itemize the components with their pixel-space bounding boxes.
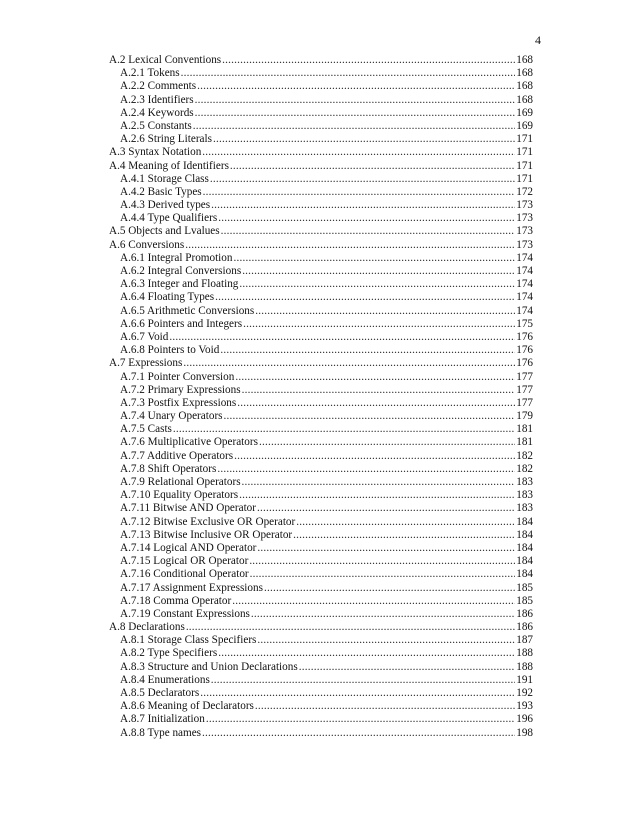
toc-entry-page: 184 (516, 541, 533, 554)
dot-leader (239, 489, 515, 502)
toc-entry-label: A.7.12 Bitwise Exclusive OR Operator (120, 515, 296, 528)
dot-leader (234, 450, 515, 463)
toc-entry-page: 174 (516, 278, 533, 291)
toc-subentry[interactable] (109, 727, 533, 740)
toc-entry-label: A.3 Syntax Notation (109, 146, 202, 159)
toc-entry-label: A.4.1 Storage Class (120, 172, 209, 185)
toc-entry-label: A.7.3 Postfix Expressions (120, 396, 237, 409)
toc-subentry[interactable] (109, 120, 533, 133)
toc-entry-label: A.6.8 Pointers to Void (120, 344, 220, 357)
toc-entry-label: A.7.5 Casts (120, 423, 172, 436)
toc-subentry[interactable] (109, 331, 533, 344)
toc-entry-label: A.4.3 Derived types (120, 199, 211, 212)
toc-subentry[interactable] (109, 186, 533, 199)
dot-leader (257, 502, 515, 515)
toc-subentry[interactable] (109, 582, 533, 595)
dot-leader (183, 357, 515, 370)
toc-entry-label: A.6.5 Arithmetic Conversions (120, 304, 255, 317)
toc-subentry[interactable] (109, 252, 533, 265)
toc-entry-label: A.7.17 Assignment Expressions (120, 581, 263, 594)
toc-entry-page: 176 (516, 357, 533, 370)
toc-subentry[interactable] (109, 489, 533, 502)
toc-entry-page: 173 (516, 212, 533, 225)
toc-entry-page: 183 (516, 489, 533, 502)
toc-entry-page: 182 (516, 449, 533, 462)
toc-entry-page: 168 (516, 67, 533, 80)
toc-entry-page: 184 (516, 568, 533, 581)
toc-entry-label: A.7.6 Multiplicative Operators (120, 436, 258, 449)
toc-entry-label: A.4.4 Type Qualifiers (120, 212, 218, 225)
toc-entry-page: 177 (516, 383, 533, 396)
toc-entry-page: 198 (516, 726, 533, 739)
toc-entry-page: 193 (516, 700, 533, 713)
toc-entry-label: A.5 Objects and Lvalues (109, 225, 220, 238)
toc-entry-page: 184 (516, 515, 533, 528)
toc-entry-page: 186 (516, 607, 533, 620)
toc-entry-page: 183 (516, 476, 533, 488)
toc-entry[interactable] (109, 54, 533, 67)
toc-subentry[interactable] (109, 344, 533, 357)
toc-entry-page: 177 (516, 396, 533, 409)
dot-leader (169, 331, 515, 344)
dot-leader (210, 173, 515, 186)
toc-entry-page: 181 (516, 423, 533, 436)
toc-subentry[interactable] (109, 410, 533, 423)
dot-leader (233, 252, 515, 265)
dot-leader (249, 555, 515, 568)
dot-leader (250, 568, 516, 581)
toc-entry[interactable] (109, 160, 533, 173)
toc-entry-page: 171 (516, 159, 533, 172)
toc-entry-page: 168 (516, 54, 533, 66)
toc-entry-label: A.6.3 Integer and Floating (120, 278, 239, 291)
dot-leader (221, 225, 516, 238)
toc-entry-label: A.2.3 Identifiers (120, 93, 194, 106)
dot-leader (296, 516, 515, 529)
dot-leader (218, 647, 515, 660)
dot-leader (185, 239, 515, 252)
toc-entry-label: A.2.1 Tokens (120, 67, 180, 80)
toc-entry-label: A.7.2 Primary Expressions (120, 383, 241, 396)
toc-subentry[interactable] (109, 450, 533, 463)
toc-subentry[interactable] (109, 212, 533, 225)
toc-entry-page: 191 (516, 673, 533, 686)
toc-entry-page: 187 (516, 634, 533, 647)
dot-leader (197, 80, 515, 93)
toc-subentry[interactable] (109, 687, 533, 700)
dot-leader (255, 305, 515, 318)
dot-leader (232, 595, 515, 608)
dot-leader (230, 160, 515, 173)
toc-entry-page: 192 (516, 687, 533, 699)
toc-entry-label: A.8 Declarations (109, 621, 185, 634)
toc-entry-page: 181 (516, 436, 533, 449)
toc-entry-label: A.7.13 Bitwise Inclusive OR Operator (120, 528, 293, 541)
toc-subentry[interactable] (109, 568, 533, 581)
toc-entry-label: A.6.4 Floating Types (120, 291, 215, 304)
toc-subentry[interactable] (109, 423, 533, 436)
toc-subentry[interactable] (109, 278, 533, 291)
dot-leader (257, 634, 515, 647)
toc-entry-page: 176 (516, 344, 533, 357)
toc-entry-label: A.6.6 Pointers and Integers (120, 317, 243, 330)
toc-subentry[interactable] (109, 595, 533, 608)
toc-entry-label: A.7.18 Comma Operator (120, 594, 232, 607)
dot-leader (293, 529, 515, 542)
toc-entry-label: A.2.4 Keywords (120, 106, 194, 119)
toc-entry-label: A.6.1 Integral Promotion (120, 251, 233, 264)
toc-entry-page: 175 (516, 317, 533, 330)
dot-leader (211, 674, 515, 687)
dot-leader (299, 661, 516, 674)
toc-entry-label: A.6 Conversions (109, 238, 185, 251)
toc-entry-label: A.6.2 Integral Conversions (120, 265, 242, 277)
toc-subentry[interactable] (109, 318, 533, 331)
toc-entry-label: A.8.7 Initialization (120, 713, 205, 726)
toc-entry-page: 177 (516, 370, 533, 383)
dot-leader (242, 265, 515, 278)
dot-leader (195, 94, 516, 107)
toc-subentry[interactable] (109, 305, 533, 318)
toc-entry-page: 184 (516, 555, 533, 568)
toc-subentry[interactable] (109, 700, 533, 713)
toc-entry-label: A.2.6 String Literals (120, 133, 212, 146)
dot-leader (181, 67, 516, 80)
toc-subentry[interactable] (109, 80, 533, 93)
toc-subentry[interactable] (109, 94, 533, 107)
toc-entry-label: A.7.7 Additive Operators (120, 449, 234, 462)
dot-leader (259, 436, 515, 449)
toc-subentry[interactable] (109, 634, 533, 647)
dot-leader (200, 687, 515, 700)
toc-entry-label: A.8.3 Structure and Union Declarations (120, 660, 298, 673)
dot-leader (220, 344, 515, 357)
dot-leader (193, 120, 515, 133)
toc-subentry[interactable] (109, 516, 533, 529)
toc-entry-page: 184 (516, 528, 533, 541)
toc-entry-page: 171 (516, 146, 533, 159)
dot-leader (186, 621, 515, 634)
toc-entry-label: A.7.1 Pointer Conversion (120, 370, 235, 383)
toc-subentry[interactable] (109, 608, 533, 621)
toc-entry-page: 176 (516, 330, 533, 343)
toc-entry[interactable] (109, 239, 533, 252)
toc-entry-label: A.7.8 Shift Operators (120, 462, 217, 475)
toc-entry-label: A.8.8 Type names (120, 726, 202, 739)
toc-entry-label: A.2.2 Comments (120, 80, 197, 93)
toc-entry-page: 168 (516, 93, 533, 106)
toc-subentry[interactable] (109, 173, 533, 186)
dot-leader (224, 410, 516, 423)
toc-subentry[interactable] (109, 67, 533, 80)
dot-leader (203, 186, 516, 199)
toc-entry-label: A.7.14 Logical AND Operator (120, 541, 257, 554)
toc-entry-page: 172 (516, 185, 533, 198)
toc-subentry[interactable] (109, 674, 533, 687)
toc-entry-page: 173 (516, 238, 533, 251)
dot-leader (264, 582, 515, 595)
dot-leader (242, 476, 516, 489)
toc-entry-page: 174 (516, 265, 533, 277)
toc-entry-page: 188 (516, 647, 533, 660)
dot-leader (217, 463, 515, 476)
toc-subentry[interactable] (109, 384, 533, 397)
dot-leader (218, 212, 515, 225)
toc-subentry[interactable] (109, 265, 533, 278)
toc-subentry[interactable] (109, 555, 533, 568)
toc-entry[interactable] (109, 146, 533, 159)
toc-subentry[interactable] (109, 502, 533, 515)
table-of-contents (109, 54, 533, 740)
toc-entry-page: 182 (516, 462, 533, 475)
toc-entry-page: 169 (516, 119, 533, 132)
toc-entry-page: 174 (516, 304, 533, 317)
toc-entry-label: A.2.5 Constants (120, 119, 192, 132)
toc-entry-label: A.7.4 Unary Operators (120, 410, 223, 423)
dot-leader (242, 384, 516, 397)
toc-subentry[interactable] (109, 661, 533, 674)
dot-leader (206, 713, 515, 726)
toc-subentry[interactable] (109, 647, 533, 660)
toc-entry-label: A.4 Meaning of Identifiers (109, 159, 229, 172)
toc-entry-label: A.7.9 Relational Operators (120, 476, 241, 488)
toc-entry-label: A.2 Lexical Conventions (109, 54, 222, 66)
toc-entry-label: A.4.2 Basic Types (120, 185, 202, 198)
toc-entry-page: 169 (516, 106, 533, 119)
toc-subentry[interactable] (109, 397, 533, 410)
dot-leader (255, 700, 515, 713)
dot-leader (173, 423, 515, 436)
toc-entry-label: A.7.15 Logical OR Operator (120, 555, 249, 568)
toc-entry-label: A.7.19 Constant Expressions (120, 607, 250, 620)
toc-entry-page: 174 (516, 251, 533, 264)
toc-subentry[interactable] (109, 107, 533, 120)
toc-entry-page: 174 (516, 291, 533, 304)
toc-entry-page: 173 (516, 225, 533, 238)
toc-entry-label: A.7.10 Equality Operators (120, 489, 239, 502)
toc-entry-page: 171 (516, 172, 533, 185)
page-number: 4 (535, 33, 541, 47)
toc-entry-page: 173 (516, 199, 533, 212)
toc-entry-label: A.8.6 Meaning of Declarators (120, 700, 254, 713)
toc-entry-page: 171 (516, 133, 533, 146)
dot-leader (202, 727, 515, 740)
toc-subentry[interactable] (109, 476, 533, 489)
toc-entry-label: A.7 Expressions (109, 357, 183, 370)
dot-leader (222, 54, 515, 67)
dot-leader (235, 371, 515, 384)
dot-leader (202, 146, 515, 159)
toc-entry-page: 185 (516, 581, 533, 594)
toc-entry-label: A.8.2 Type Specifiers (120, 647, 218, 660)
toc-subentry[interactable] (109, 436, 533, 449)
dot-leader (237, 397, 515, 410)
toc-entry-label: A.7.11 Bitwise AND Operator (120, 502, 256, 515)
dot-leader (251, 608, 515, 621)
toc-subentry[interactable] (109, 542, 533, 555)
toc-entry-page: 168 (516, 80, 533, 93)
toc-subentry[interactable] (109, 199, 533, 212)
toc-subentry[interactable] (109, 529, 533, 542)
dot-leader (239, 278, 515, 291)
toc-entry-page: 188 (516, 660, 533, 673)
dot-leader (195, 107, 516, 120)
toc-entry[interactable] (109, 357, 533, 370)
toc-subentry[interactable] (109, 291, 533, 304)
toc-subentry[interactable] (109, 463, 533, 476)
dot-leader (243, 318, 515, 331)
toc-entry-page: 185 (516, 594, 533, 607)
dot-leader (213, 133, 515, 146)
dot-leader (211, 199, 515, 212)
toc-entry-label: A.6.7 Void (120, 330, 169, 343)
toc-entry-label: A.8.5 Declarators (120, 687, 200, 699)
toc-entry-label: A.8.1 Storage Class Specifiers (120, 634, 257, 647)
toc-entry[interactable] (109, 225, 533, 238)
toc-entry-page: 196 (516, 713, 533, 726)
toc-subentry[interactable] (109, 371, 533, 384)
toc-subentry[interactable] (109, 133, 533, 146)
toc-entry-label: A.8.4 Enumerations (120, 673, 210, 686)
toc-entry-page: 186 (516, 621, 533, 634)
dot-leader (215, 291, 515, 304)
toc-entry-page: 183 (516, 502, 533, 515)
toc-entry-label: A.7.16 Conditional Operator (120, 568, 249, 581)
toc-entry[interactable] (109, 621, 533, 634)
dot-leader (257, 542, 515, 555)
toc-entry-page: 179 (516, 410, 533, 423)
toc-subentry[interactable] (109, 713, 533, 726)
